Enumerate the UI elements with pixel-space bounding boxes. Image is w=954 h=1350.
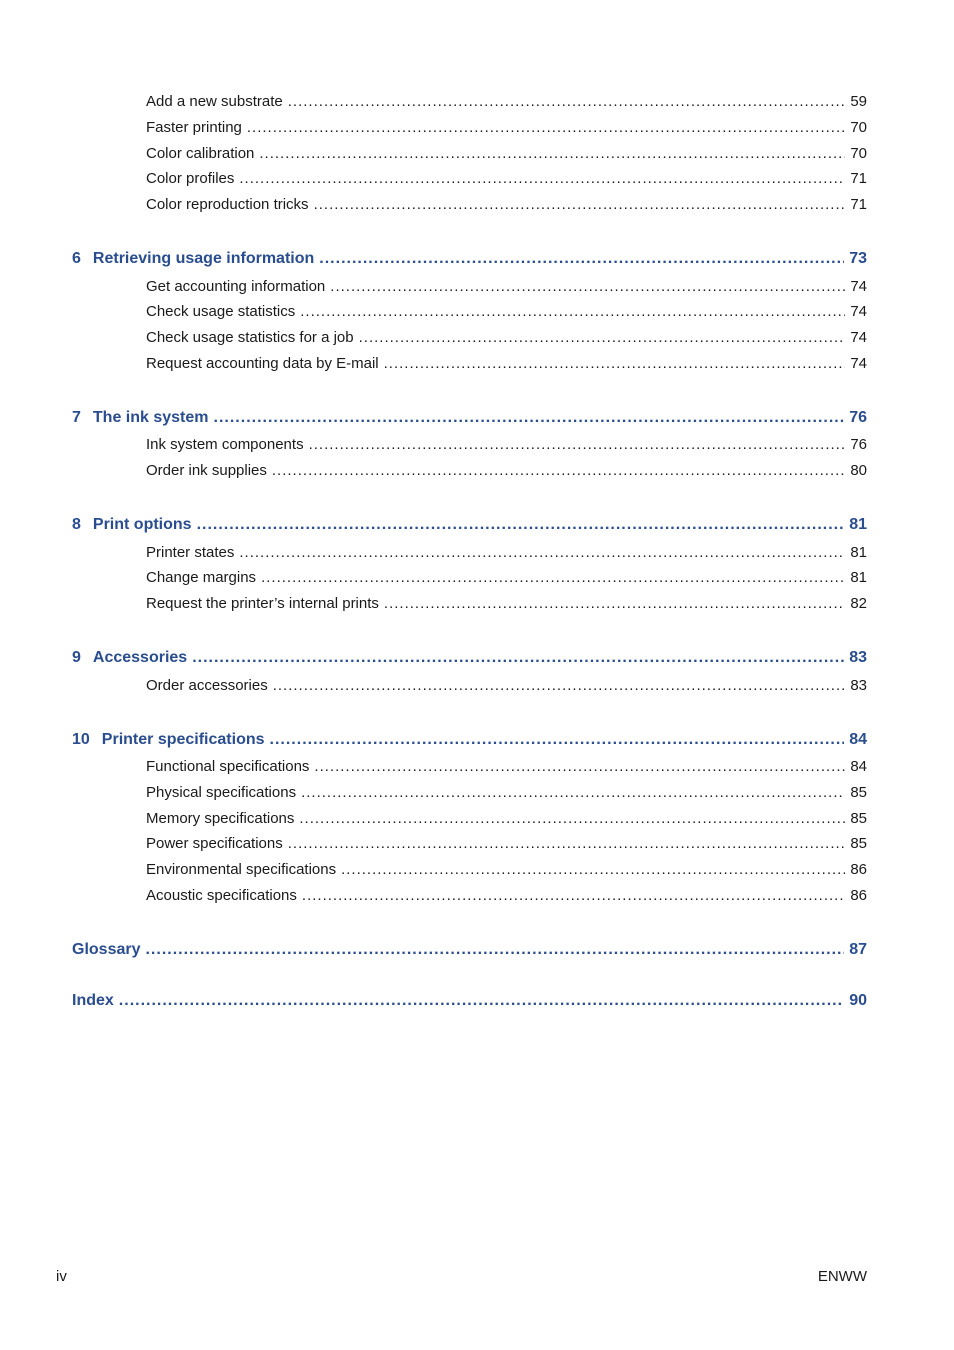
toc-entry-check-usage-statistics-job[interactable] [146,329,867,353]
toc-entry-get-accounting-information[interactable] [146,278,867,302]
toc-entry-page: 84 [850,758,867,775]
toc-entry-title: Printer states [146,544,235,561]
toc-entry-title: Acoustic specifications [146,887,297,904]
toc-chapter-7[interactable] [72,409,867,433]
dot-leader [247,119,845,136]
dot-leader [259,145,845,162]
dot-leader [288,93,846,110]
toc-entry-title: Request the printer’s internal prints [146,595,379,612]
chapter-page: 81 [849,516,867,533]
toc-entry-title: Environmental specifications [146,861,337,878]
toc-entry-request-accounting-data[interactable] [146,355,867,379]
toc-entry-title: Check usage statistics for a job [146,329,354,346]
dot-leader [288,835,846,852]
toc-entry-order-ink-supplies[interactable] [146,462,867,486]
toc-entry-title: Change margins [146,569,257,586]
toc-entry-environmental-specifications[interactable] [146,861,867,885]
dot-leader [302,887,845,904]
chapter-page: 83 [849,649,867,666]
dot-leader [301,784,845,801]
toc-chapter-10[interactable] [72,731,867,755]
dot-leader [192,649,844,667]
toc-entry-title: Functional specifications [146,758,310,775]
footer-doc-code: ENWW [817,1268,867,1285]
toc-glossary[interactable] [72,941,867,965]
toc-entry-check-usage-statistics[interactable] [146,303,867,327]
footer-page-number: iv [56,1268,67,1285]
dot-leader [359,329,846,346]
toc-chapter-8[interactable] [72,516,867,540]
chapter-number: 7 [72,409,81,426]
dot-leader [119,992,844,1010]
dot-leader [270,731,845,749]
dot-leader [314,196,846,213]
chapter-number: 9 [72,649,81,666]
dot-leader [330,278,845,295]
toc-entry-page: 81 [850,569,867,586]
toc-entry-order-accessories[interactable] [146,677,867,701]
toc-entry-color-profiles[interactable] [146,170,867,194]
toc-entry-page: 74 [850,303,867,320]
dot-leader [341,861,845,878]
chapter-number: 6 [72,250,81,267]
toc-entry-title: Color calibration [146,145,255,162]
chapter-title: Retrieving usage information [92,250,315,267]
toc-entry-physical-specifications[interactable] [146,784,867,808]
chapter-title: Print options [92,516,192,533]
toc-entry-page: 86 [850,887,867,904]
toc-entry-page: 74 [850,278,867,295]
dot-leader [197,516,845,534]
toc-entry-page: 70 [850,145,867,162]
toc-entry-memory-specifications[interactable] [146,810,867,834]
toc-entry-title: Color profiles [146,170,235,187]
dot-leader [319,250,844,268]
dot-leader [384,595,845,612]
toc-entry-page: 70 [850,119,867,136]
toc-entry-title: Color reproduction tricks [146,196,309,213]
toc-entry-ink-system-components[interactable] [146,436,867,460]
toc-entry-page: 71 [850,196,867,213]
toc-entry-color-reproduction-tricks[interactable] [146,196,867,220]
toc-entry-power-specifications[interactable] [146,835,867,859]
toc-entry-request-internal-prints[interactable] [146,595,867,619]
toc-entry-page: 59 [850,93,867,110]
toc-entry-functional-specifications[interactable] [146,758,867,782]
toc-entry-page: 76 [850,436,867,453]
chapter-page: 76 [849,409,867,426]
toc-entry-page: 83 [850,677,867,694]
toc-entry-page: 81 [850,544,867,561]
dot-leader [239,544,845,561]
toc-chapter-9[interactable] [72,649,867,673]
toc-entry-title: Order accessories [146,677,268,694]
toc-entry-page: 82 [850,595,867,612]
toc-entry-title: Ink system components [146,436,304,453]
toc-entry-title: Physical specifications [146,784,297,801]
dot-leader [309,436,846,453]
toc-entry-title: Power specifications [146,835,283,852]
toc-entry-page: 74 [850,329,867,346]
dot-leader [214,409,845,427]
toc-entry-page: 85 [850,835,867,852]
toc-entry-page: 71 [850,170,867,187]
toc-entry-page: 85 [850,810,867,827]
dot-leader [145,941,844,959]
dot-leader [384,355,846,372]
dot-leader [272,462,845,479]
toc-entry-title: Add a new substrate [146,93,283,110]
toc-entry-page: 85 [850,784,867,801]
toc-entry-page: 80 [850,462,867,479]
toc-entry-add-new-substrate[interactable] [146,93,867,117]
chapter-title: Printer specifications [101,731,265,748]
toc-entry-page: 74 [850,355,867,372]
chapter-page: 87 [849,941,867,958]
chapter-title: The ink system [92,409,209,426]
chapter-title: Glossary [72,941,141,958]
chapter-page: 73 [849,250,867,267]
dot-leader [314,758,845,775]
toc-entry-title: Order ink supplies [146,462,267,479]
toc-entry-title: Check usage statistics [146,303,296,320]
toc-index[interactable] [72,992,867,1016]
toc-entry-title: Faster printing [146,119,242,136]
toc-entry-title: Get accounting information [146,278,326,295]
toc-entry-color-calibration[interactable] [146,145,867,169]
toc-entry-page: 86 [850,861,867,878]
toc-entry-change-margins[interactable] [146,569,867,593]
toc-chapter-6[interactable] [72,250,867,274]
dot-leader [300,303,845,320]
toc-entry-faster-printing[interactable] [146,119,867,143]
chapter-title: Index [72,992,114,1009]
dot-leader [261,569,845,586]
toc-entry-title: Request accounting data by E-mail [146,355,379,372]
toc-entry-printer-states[interactable] [146,544,867,568]
dot-leader [299,810,845,827]
chapter-number: 10 [72,731,90,748]
dot-leader [239,170,845,187]
dot-leader [273,677,846,694]
chapter-page: 84 [849,731,867,748]
toc-entry-title: Memory specifications [146,810,295,827]
chapter-page: 90 [849,992,867,1009]
chapter-title: Accessories [92,649,188,666]
toc-entry-acoustic-specifications[interactable] [146,887,867,911]
chapter-number: 8 [72,516,81,533]
